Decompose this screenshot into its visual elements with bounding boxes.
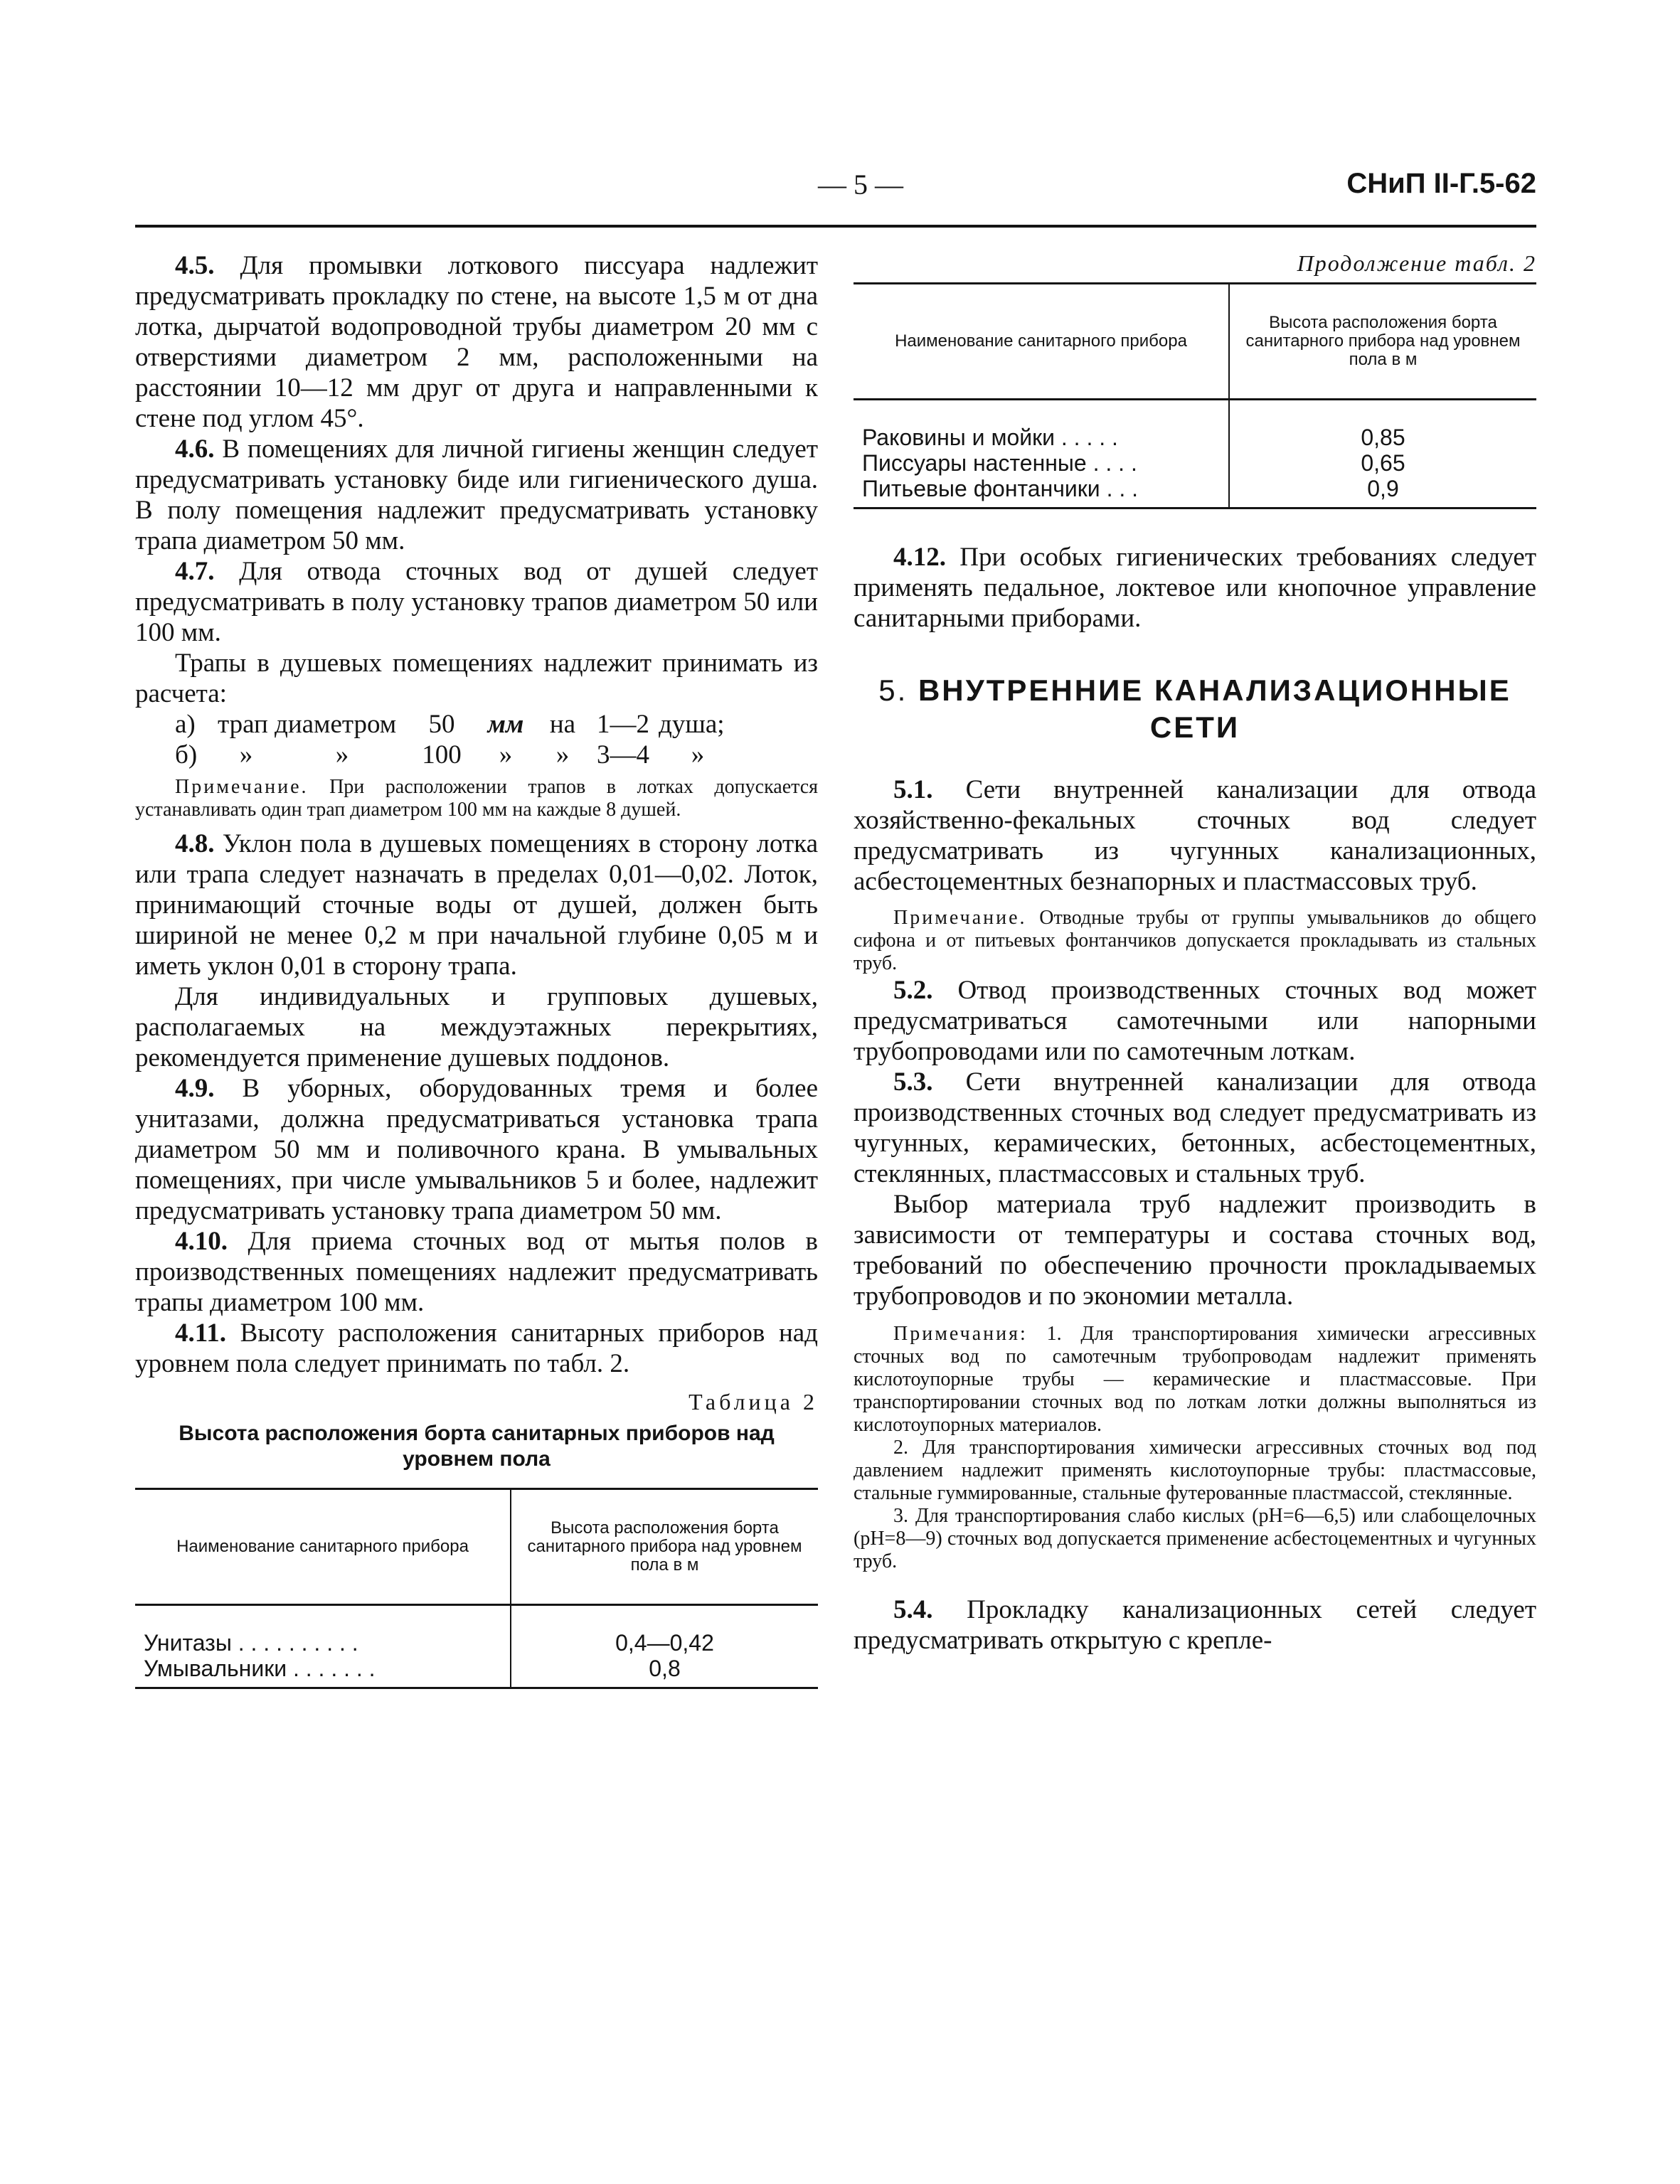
clause-5-3: 5.3. Сети внутренней канализации для отвода производственных сточных вод следует предусматривать из чугунных, керамических, бетонных, асбестоцементных, стеклянных, пластмассовых и стальных труб. bbox=[854, 1067, 1536, 1188]
table-row: Писсуары настенные . . . . 0,65 bbox=[854, 450, 1536, 476]
section-heading: 5. ВНУТРЕННИЕ КАНАЛИЗАЦИОННЫЕ СЕТИ bbox=[878, 673, 1511, 744]
clause-4-12: 4.12. При особых гигиенических требованиях следует применять педальное, локтевое или кнопочное управление санитарными приборами. bbox=[854, 543, 1536, 633]
sanitary-height-table bbox=[135, 1488, 818, 1689]
clause-5-3-note-2: 2. Для транспортирования химически агрессивных сточных вод под давлением надлежит применять кислотоупорные трубы: пластмассовые, стальные гуммированные, стальные футерованные пластмассой, стеклянные. bbox=[854, 1437, 1536, 1504]
table-row: Питьевые фонтанчики . . . 0,9 bbox=[854, 476, 1536, 508]
clause-4-5: 4.5. Для промывки лоткового писсуара надлежит предусматривать прокладку по стене, на высоте 1,5 м от дна лотка, дырчатой водопроводной трубы диаметром 20 мм с отверстиями диаметром 2 мм, расположенными на расстоянии 10—12 мм друг от друга и направленными к стене под углом 45°. bbox=[135, 251, 818, 433]
table-row: Умывальники . . . . . . . 0,8 bbox=[135, 1656, 818, 1688]
clause-4-8-continued: Для индивидуальных и групповых душевых, располагаемых на междуэтажных перекрытиях, рекомендуется применение душевых поддонов. bbox=[135, 982, 818, 1072]
table-label: Таблица 2 bbox=[689, 1389, 818, 1415]
table-header-row bbox=[854, 284, 1536, 400]
clause-4-11: 4.11. Высоту расположения санитарных приборов над уровнем пола следует принимать по табл. 2. bbox=[135, 1319, 818, 1378]
drain-calc-list bbox=[135, 709, 818, 770]
page-number: — 5 — bbox=[818, 169, 903, 201]
clause-4-6: 4.6. В помещениях для личной гигиены женщин следует предусматривать установку биде или гигиенического душа. В полу помещения надлежит предусматривать установку трапа диаметром 50 мм. bbox=[135, 435, 819, 555]
clause-4-10: 4.10. Для приема сточных вод от мытья полов в производственных помещениях надлежит предусматривать трапы диаметром 100 мм. bbox=[135, 1227, 818, 1317]
clause-5-4: 5.4. Прокладку канализационных сетей следует предусматривать открытую с крепле- bbox=[854, 1595, 1536, 1655]
clause-4-9: 4.9. В уборных, оборудованных тремя и более унитазами, должна предусматриваться установка трапа диаметром 50 мм и поливочного крана. В умывальных помещениях, при числе умывальников 5 и более, надлежит предусматривать установку трапа диаметром 50 мм. bbox=[135, 1074, 819, 1225]
calc-row-b: б) » » 100 » » 3—4 » bbox=[175, 740, 705, 769]
clause-4-7-calc-intro: Трапы в душевых помещениях надлежит принимать из расчета: bbox=[135, 649, 818, 708]
clause-4-8: 4.8. Уклон пола в душевых помещениях в сторону лотка или трапа следует назначать в пределах 0,01—0,02. Лоток, принимающий сточные воды от душей, должен быть шириной не менее 0,2 м при начальной глубине 0,05 м и иметь уклон 0,01 в сторону трапа. bbox=[135, 829, 818, 981]
document-code: СНиП II-Г.5-62 bbox=[1346, 168, 1536, 199]
calc-row-a: а) трап диаметром 50 мм на 1—2 душа; bbox=[175, 710, 725, 739]
clause-5-3-continued: Выбор материала труб надлежит производить в зависимости от температуры и состава сточных вод, требований по обеспечению прочности прокладываемых трубопроводов и по экономии металла. bbox=[854, 1190, 1536, 1311]
column-header-height: Высота расположения борта санитарного прибора над уровнем пола в м bbox=[1229, 284, 1536, 400]
left-column bbox=[135, 250, 818, 1689]
column-header-height: Высота расположения борта санитарного прибора над уровнем пола в м bbox=[511, 1489, 818, 1605]
header-rule bbox=[135, 225, 1536, 228]
table-title: Высота расположения борта санитарных приборов над уровнем пола bbox=[179, 1422, 775, 1471]
clause-5-3-note-1: Примечания: 1. Для транспортирования химически агрессивных сточных вод по самотечным трубопроводам надлежит применять кислотоупорные трубы — керамические и пластмассовые. При транспортировании сточных вод по лоткам лотки должны выполняться из кислотоупорных материалов. bbox=[854, 1323, 1536, 1436]
column-header-name: Наименование санитарного прибора bbox=[135, 1489, 511, 1605]
right-column bbox=[854, 250, 1536, 1656]
sanitary-height-table-continued bbox=[854, 282, 1536, 509]
clause-4-7: 4.7. Для отвода сточных вод от душей следует предусматривать в полу установку трапов диаметром 50 или 100 мм. bbox=[135, 557, 818, 647]
clause-5-1: 5.1. Сети внутренней канализации для отвода хозяйственно-фекальных сточных вод следует предусматривать из чугунных канализационных, асбестоцементных безнапорных и пластмассовых труб. bbox=[854, 775, 1536, 896]
table-header-row bbox=[135, 1489, 818, 1605]
table-continuation-label: Продолжение табл. 2 bbox=[1297, 250, 1536, 276]
clause-5-2: 5.2. Отвод производственных сточных вод может предусматриваться самотечными или напорными трубопроводами или по самотечным лоткам. bbox=[854, 976, 1537, 1066]
table-row: Унитазы . . . . . . . . . . 0,4—0,42 bbox=[135, 1605, 818, 1656]
clause-5-3-note-3: 3. Для транспортирования слабо кислых (pH=6—6,5) или слабощелочных (pH=8—9) сточных вод допускается применение асбестоцементных и чугунных труб. bbox=[854, 1505, 1536, 1572]
clause-5-1-note: Примечание. Отводные трубы от группы умывальников до общего сифона и от питьевых фонтанчиков допускается прокладывать из стальных труб. bbox=[854, 907, 1536, 974]
page-header bbox=[135, 168, 1536, 211]
column-header-name: Наименование санитарного прибора bbox=[854, 284, 1229, 400]
table-row: Раковины и мойки . . . . . 0,85 bbox=[854, 400, 1536, 451]
clause-4-7-note: Примечание. При расположении трапов в лотках допускается устанавливать один трап диаметром 100 мм на каждые 8 душей. bbox=[135, 776, 819, 821]
